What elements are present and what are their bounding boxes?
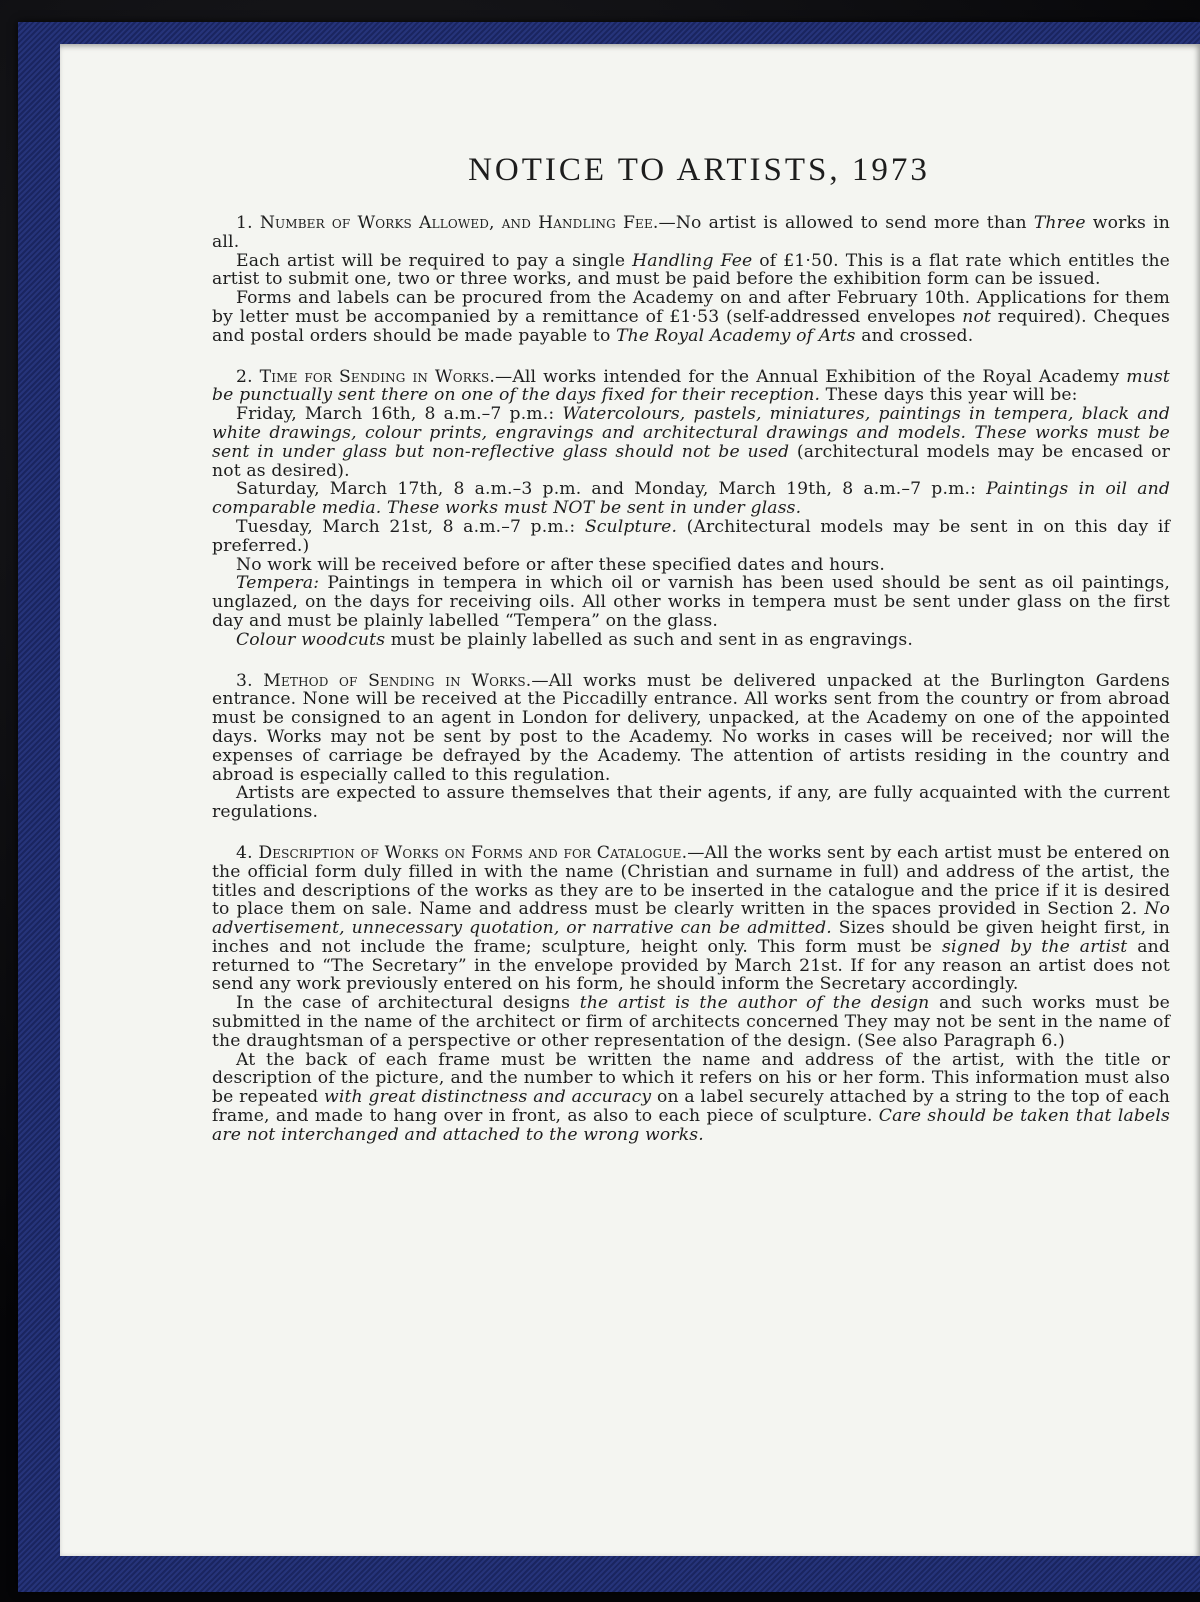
text: required). Cheques and postal orders should be made payable to [212, 306, 1170, 346]
notice-section-4 [212, 844, 1170, 1145]
italic-text: not [962, 306, 992, 327]
italic-text: Care should be taken that labels are not interchanged and attached to the wrong works. [212, 1106, 1170, 1145]
text: Sizes should be given height first, in inches and not include the frame; sculpture, height only. This form must be [212, 918, 1170, 957]
text: (architectural models may be encased or not as desired). [212, 441, 1170, 481]
section-heading: 1. Number of Works Allowed, and Handling Fee. [236, 213, 659, 233]
text: —All works intended for the Annual Exhibition of the Royal Academy [495, 366, 1127, 387]
notice-section-1 [212, 214, 1170, 346]
italic-text: with great distinctness and accuracy [323, 1087, 652, 1108]
text: At the back of each frame must be written the name and address of the artist, with the title or description of the picture, and the number to which it refers on his or her form. This information must also be repeated [212, 1049, 1170, 1108]
notice-section-2 [212, 368, 1170, 650]
italic-text: Sculpture. [584, 516, 678, 537]
text: In the case of architectural designs [236, 993, 580, 1014]
italic-text: The Royal Academy of Arts [616, 325, 856, 346]
italic-text: No advertisement, unnecessary quotation, or narrative can be admitted. [212, 899, 1170, 939]
italic-text: Paintings in oil and comparable media. These works must NOT be sent in under glass. [212, 479, 1170, 519]
italic-text: Watercolours, pastels, miniatures, paintings in tempera, black and white drawings, colour prints, engravings and architectural drawings and models. These works must be sent in under glass but non-reflective glass should not be used [212, 404, 1170, 462]
text: on a label securely attached by a string to the top of each frame, and made to hang over in front, as also to each piece of sculpture. [212, 1087, 1170, 1127]
section-2-paragraph-6 [212, 574, 1170, 630]
text: —No artist is allowed to send more than [658, 213, 1034, 233]
italic-text: Tempera: [236, 573, 320, 594]
section-4-paragraph-2 [212, 994, 1170, 1050]
section-1-paragraph-1 [212, 214, 1170, 252]
section-2-paragraph-3 [212, 480, 1170, 518]
section-2-paragraph-2 [212, 405, 1170, 480]
section-heading: 3. Method of Sending in Works. [236, 670, 532, 691]
text: and crossed. [855, 325, 974, 346]
section-3-paragraph-2 [212, 784, 1170, 822]
text: must be plainly labelled as such and sent in as engravings. [385, 629, 914, 650]
section-heading: 2. Time for Sending in Works. [236, 366, 496, 387]
section-2-paragraph-4 [212, 518, 1170, 556]
text: works in all. [212, 213, 1171, 252]
notice-content [212, 150, 1170, 1167]
section-heading: 4. Description of Works on Forms and for Catalogue. [236, 842, 688, 863]
italic-text: Three [1033, 213, 1086, 233]
italic-text: Colour woodcuts [236, 629, 386, 650]
text: and such works must be submitted in the name of the architect or firm of architects concerned They may not be sent in the name of the draughtsman of a perspective or other representation of the design. (See also Paragraph 6.) [212, 993, 1170, 1051]
section-2-paragraph-5 [212, 556, 1170, 575]
page-title: NOTICE TO ARTISTS, 1973 [468, 152, 930, 188]
text: of £1·50. This is a flat rate which entitles the artist to submit one, two or three works, and must be paid before the exhibition form can be issued. [212, 250, 1170, 290]
text: No work will be received before or after these specified dates and hours. [236, 554, 886, 575]
text: (Architectural models may be sent in on this day if preferred.) [212, 516, 1170, 556]
section-1-paragraph-2 [212, 252, 1170, 290]
text: Tuesday, March 21st, 8 a.m.–7 p.m.: [236, 516, 585, 537]
text: —All the works sent by each artist must be entered on the official form duly filled in with the name (Christian and surname in full) and address of the artist, the titles and descriptions of the works as they are to be inserted in the catalogue and the price if it is desired to place them on sale. Name and address must be clearly written in the spaces provided in Section 2. [212, 842, 1170, 920]
text: and returned to “The Secretary” in the envelope provided by March 21st. If for any reason an artist does not send any work previously entered on his form, he should inform the Secretary accordingly. [212, 936, 1170, 995]
notice-section-3 [212, 672, 1170, 822]
sections-container [212, 214, 1170, 1145]
text: Paintings in tempera in which oil or varnish has been used should be sent as oil paintings, unglazed, on the days for receiving oils. All other works in tempera must be sent under glass on the first day and must be plainly labelled “Tempera” on the glass. [212, 573, 1170, 631]
italic-text: the artist is the author of the design [579, 993, 930, 1014]
section-2-paragraph-7 [212, 631, 1170, 650]
text: Saturday, March 17th, 8 a.m.–3 p.m. and Monday, March 19th, 8 a.m.–7 p.m.: [236, 479, 987, 500]
text: Artists are expected to assure themselves that their agents, if any, are fully acquainted with the current regulations. [212, 783, 1170, 823]
text: These days this year will be: [820, 385, 1078, 406]
italic-text: signed by the artist [942, 936, 1128, 957]
italic-text: Handling Fee [632, 250, 753, 271]
section-2-paragraph-1 [212, 368, 1170, 406]
section-3-paragraph-1 [212, 672, 1170, 785]
section-1-paragraph-3 [212, 289, 1170, 345]
italic-text: must be punctually sent there on one of the days fixed for their reception. [212, 366, 1170, 406]
text: Forms and labels can be procured from the Academy on and after February 10th. Applications for them by letter must be accompanied by a remittance of £1·53 (self-addressed envelopes [212, 288, 1170, 327]
section-4-paragraph-1 [212, 844, 1170, 994]
text: Each artist will be required to pay a single [236, 250, 633, 271]
section-4-paragraph-3 [212, 1051, 1170, 1145]
text: Friday, March 16th, 8 a.m.–7 p.m.: [236, 404, 563, 425]
text: —All works must be delivered unpacked at the Burlington Gardens entrance. None will be received at the Piccadilly entrance. All works sent from the country or from abroad must be consigned to an agent in London for delivery, unpacked, at the Academy on one of the appointed days. Works may not be sent by post to the Academy. No works in cases will be received; nor will the expenses of carriage be defrayed by the Academy. The attention of artists residing in the country and abroad is especially called to this regulation. [212, 670, 1170, 785]
